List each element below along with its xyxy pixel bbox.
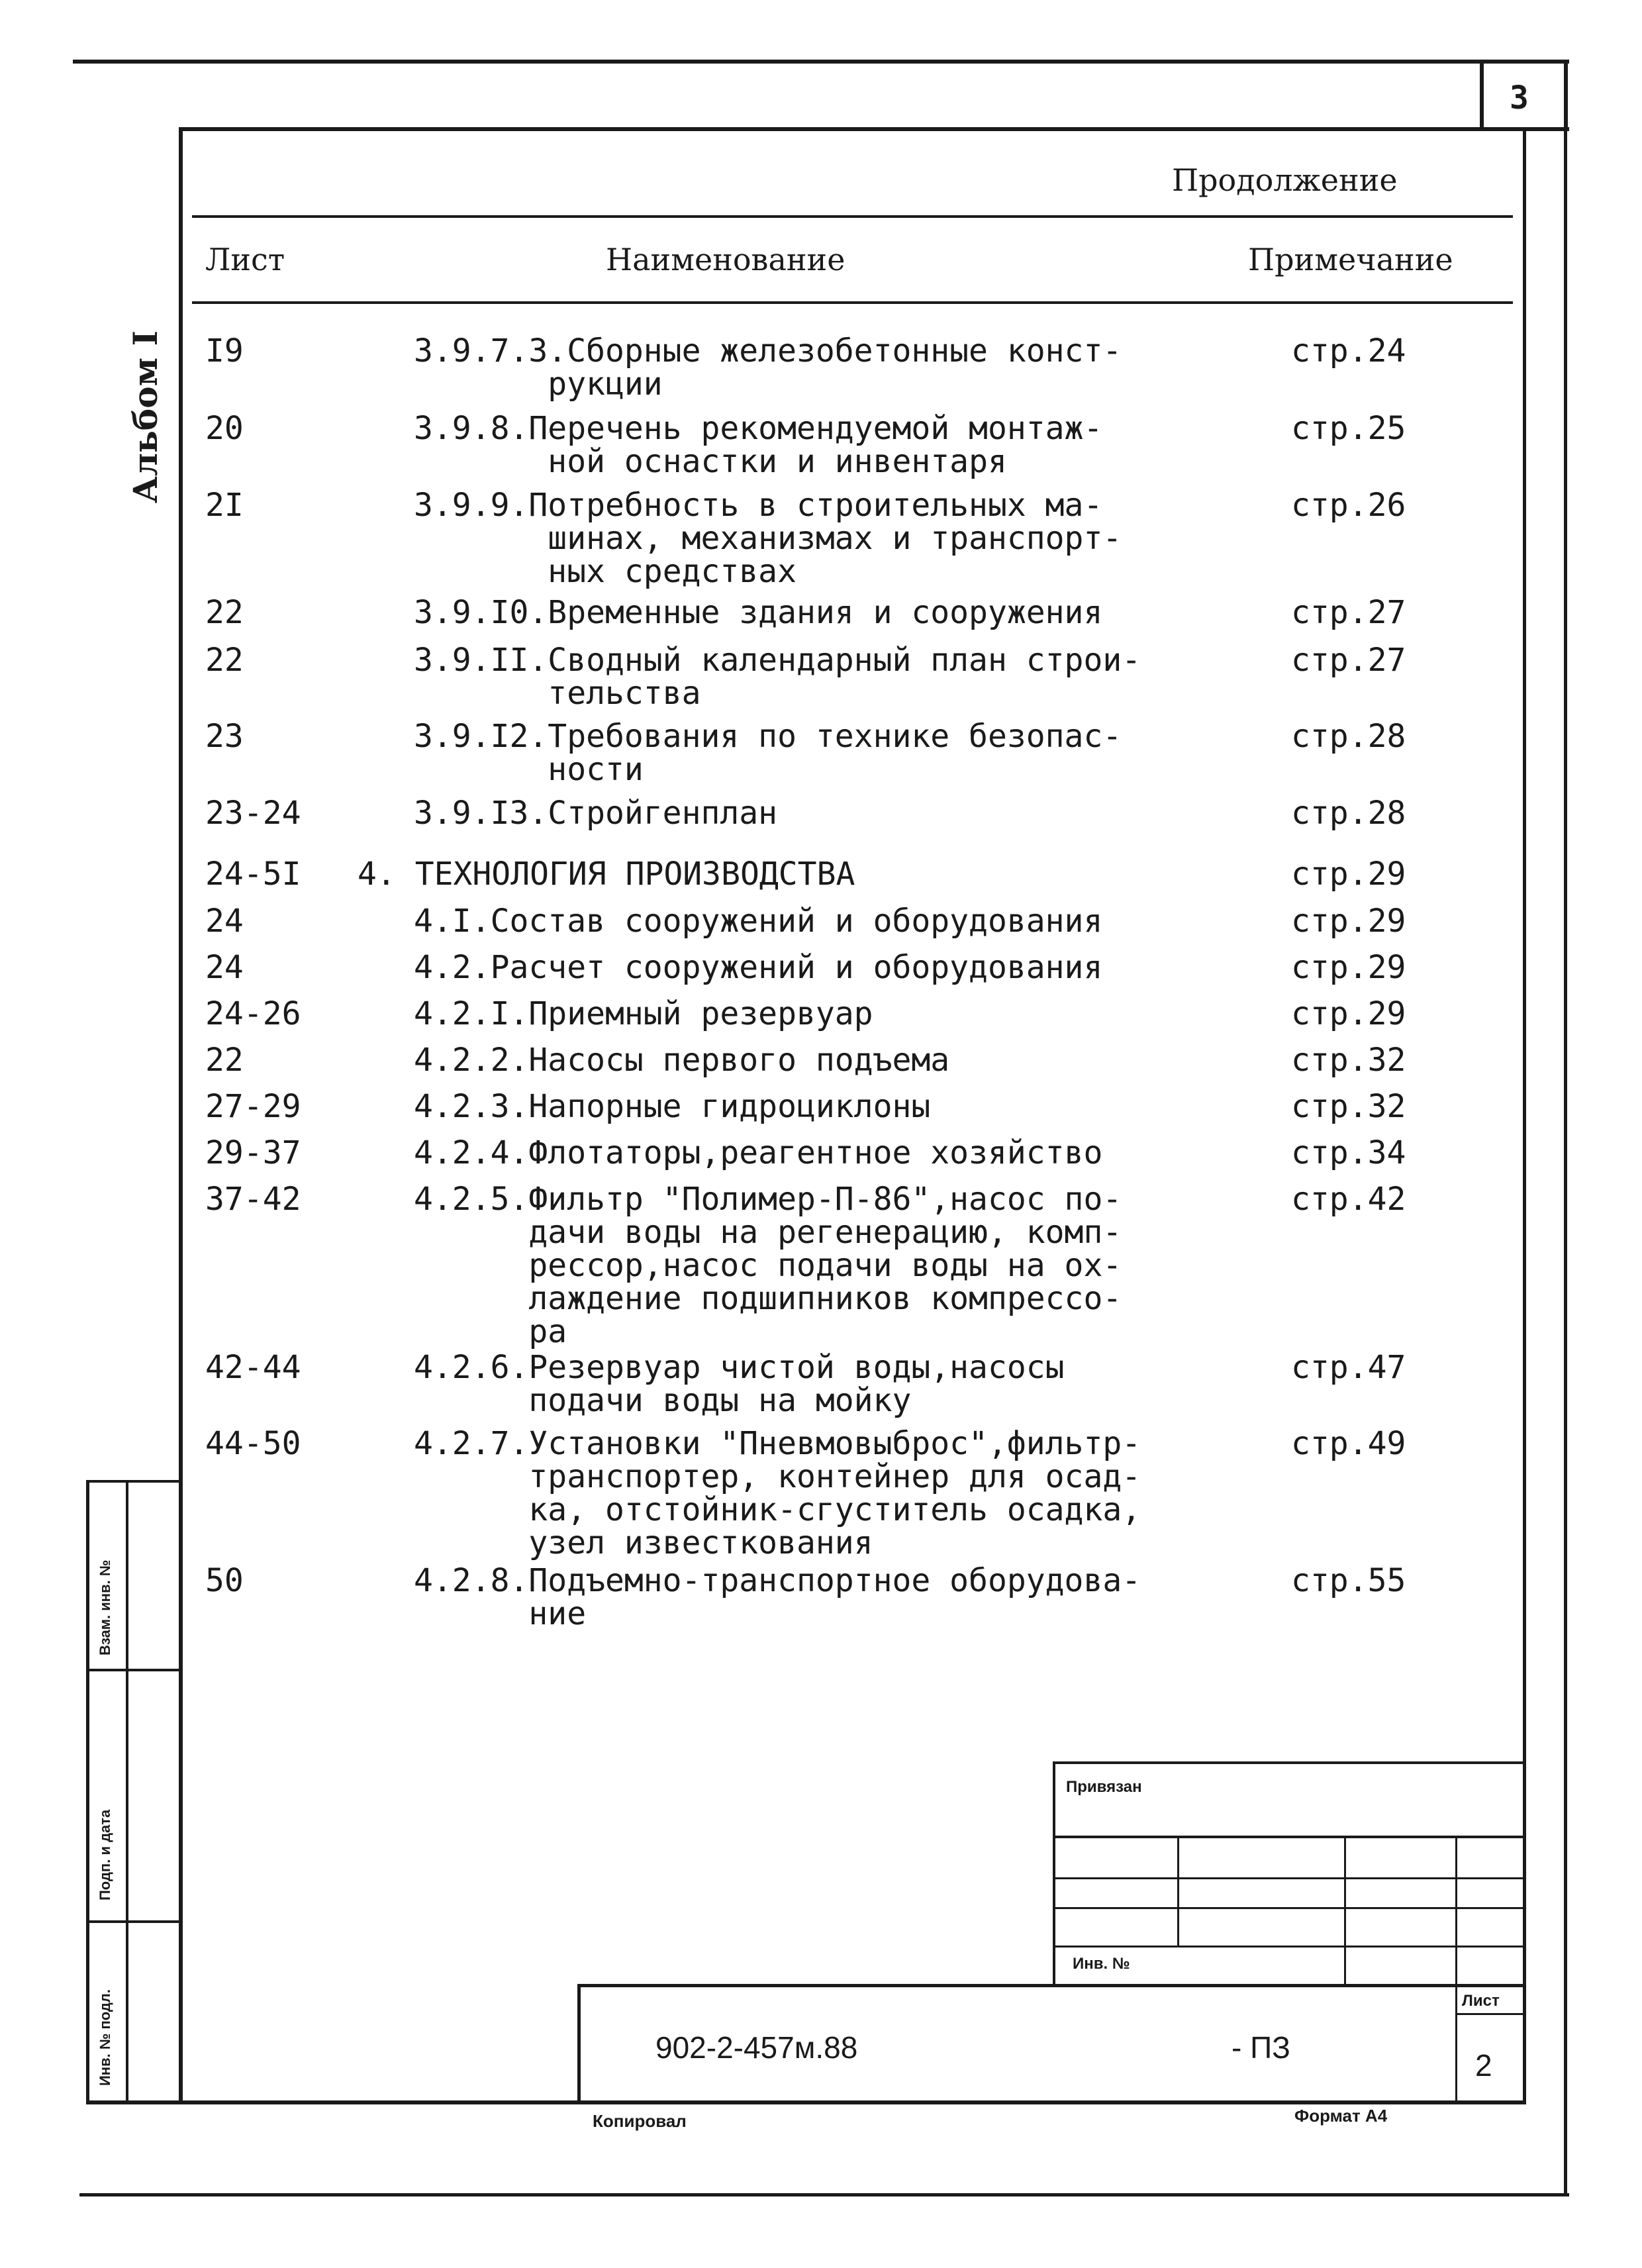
margin-label-podp: Подп. и дата: [97, 1809, 113, 1900]
row-sheet: 37-42: [205, 1181, 301, 1218]
row-sheet: 22: [205, 594, 244, 631]
row-name: 3.9.II.Сводный календарный план строи- тельства: [414, 642, 1141, 712]
row-name: 4.I.Состав сооружений и оборудования: [414, 903, 1103, 940]
row-note: стр.34: [1291, 1134, 1406, 1171]
stamp-inv-label: Инв. №: [1073, 1955, 1130, 1973]
row-sheet: 27-29: [205, 1088, 301, 1125]
row-note: стр.26: [1291, 487, 1406, 524]
row-note: стр.42: [1291, 1181, 1406, 1218]
row-note: стр.47: [1291, 1349, 1406, 1386]
row-name: 3.9.9.Потребность в строительных ма- шинах, механизмах и транспорт- ных средствах: [414, 487, 1122, 590]
row-sheet: 2I: [205, 487, 244, 524]
row-note: стр.55: [1291, 1562, 1406, 1599]
row-name: 4.2.5.Фильтр "Полимер-П-86",насос по- дачи воды на регенерацию, комп- рессор,насос подачи воды на ох- лаждение подшипников компрессо- ра: [414, 1181, 1122, 1350]
row-note: стр.32: [1291, 1088, 1406, 1125]
margin-label-inv: Инв. № подл.: [97, 1989, 113, 2086]
row-sheet: 44-50: [205, 1425, 301, 1462]
frame-left: [179, 127, 183, 2104]
stamp-document-code: 902-2-457м.88: [655, 2030, 858, 2065]
row-note: стр.25: [1291, 410, 1406, 447]
row-sheet: 20: [205, 410, 244, 447]
row-note: стр.27: [1291, 642, 1406, 679]
row-name: 3.9.I0.Временные здания и сооружения: [414, 594, 1103, 631]
row-name: 4. ТЕХНОЛОГИЯ ПРОИЗВОДСТВА: [358, 856, 855, 893]
row-sheet: 50: [205, 1562, 244, 1599]
row-sheet: 24: [205, 903, 244, 940]
footer-format: Формат А4: [1294, 2106, 1388, 2126]
stamp-col-1: [1177, 1836, 1179, 1946]
side-album-label: Альбом I: [126, 330, 165, 503]
row-name: 4.2.4.Флотаторы,реагентное хозяйство: [414, 1134, 1103, 1171]
header-rule-1: [192, 215, 1513, 218]
row-sheet: 42-44: [205, 1349, 301, 1386]
margin-strip-top: [86, 1480, 181, 1483]
stamp-upper-left: [1053, 1761, 1055, 1987]
row-note: стр.29: [1291, 856, 1406, 893]
margin-strip-sep-2: [86, 1920, 181, 1923]
row-name: 3.9.I2.Требования по технике безопас- ности: [414, 718, 1122, 788]
row-note: стр.29: [1291, 995, 1406, 1032]
stamp-upper-top: [1053, 1761, 1526, 1764]
row-name: 3.9.I3.Стройгенплан: [414, 795, 778, 832]
row-note: стр.24: [1291, 332, 1406, 370]
frame-bottom: [86, 2100, 1526, 2104]
row-note: стр.29: [1291, 949, 1406, 986]
stamp-sheet-label: Лист: [1462, 1992, 1500, 2010]
row-note: стр.27: [1291, 594, 1406, 631]
bottom-rule: [79, 2193, 1569, 2196]
row-sheet: 29-37: [205, 1134, 301, 1171]
row-sheet: 23: [205, 718, 244, 755]
row-name: 4.2.6.Резервуар чистой воды,насосы подачи воды на мойку: [414, 1349, 1065, 1419]
row-name: 4.2.I.Приемный резервуар: [414, 995, 873, 1032]
margin-label-vzam: Взам. инв. №: [97, 1559, 113, 1655]
stamp-col-2: [1344, 1836, 1346, 1984]
row-note: стр.32: [1291, 1042, 1406, 1079]
row-name: 3.9.7.3.Сборные железобетонные конст- рукции: [414, 332, 1122, 403]
row-name: 4.2.7.Установки "Пневмовыброс",фильтр- транспортер, контейнер для осад- ка, отстойник-сгуститель осадка, узел известкования: [414, 1425, 1141, 1561]
row-name: 3.9.8.Перечень рекомендуемой монтаж- ной оснастки и инвентаря: [414, 410, 1103, 480]
stamp-document-type: - ПЗ: [1232, 2030, 1290, 2065]
stamp-sheet-number: 2: [1475, 2048, 1492, 2083]
stamp-col-3: [1455, 1836, 1457, 2100]
stamp-sheet-divider: [1455, 2013, 1526, 2015]
row-sheet: 24-5I: [205, 856, 301, 893]
page-number-box-right: [1564, 60, 1568, 129]
continuation-label: Продолжение: [1172, 162, 1398, 198]
column-header-note: Примечание: [1248, 242, 1453, 277]
footer-copied: Копировал: [593, 2111, 687, 2131]
margin-strip-left: [86, 1480, 89, 2102]
column-header-sheet: Лист: [205, 242, 285, 277]
stamp-privyazan-label: Привязан: [1066, 1778, 1142, 1796]
page-number: 3: [1510, 79, 1529, 117]
frame-inner-right: [1523, 127, 1526, 2104]
stamp-main-left: [577, 1984, 581, 2103]
row-note: стр.28: [1291, 795, 1406, 832]
row-note: стр.49: [1291, 1425, 1406, 1462]
column-header-name: Наименование: [606, 242, 845, 277]
row-name: 4.2.2.Насосы первого подъема: [414, 1042, 950, 1079]
row-sheet: 24-26: [205, 995, 301, 1032]
header-rule-2: [192, 301, 1513, 304]
row-sheet: 23-24: [205, 795, 301, 832]
row-sheet: 22: [205, 1042, 244, 1079]
row-name: 4.2.Расчет сооружений и оборудования: [414, 949, 1103, 986]
row-sheet: 24: [205, 949, 244, 986]
margin-strip-divider: [126, 1480, 128, 2102]
frame-top: [179, 127, 1569, 131]
row-note: стр.29: [1291, 903, 1406, 940]
stamp-main-top: [577, 1984, 1526, 1987]
page-number-box-left: [1480, 60, 1484, 129]
margin-strip-sep-1: [86, 1669, 181, 1671]
row-sheet: I9: [205, 332, 244, 370]
frame-outer-right: [1564, 127, 1567, 2193]
row-name: 4.2.8.Подъемно-транспортное оборудова- ние: [414, 1562, 1141, 1632]
row-note: стр.28: [1291, 718, 1406, 755]
top-rule: [73, 60, 1569, 64]
row-sheet: 22: [205, 642, 244, 679]
row-name: 4.2.3.Напорные гидроциклоны: [414, 1088, 931, 1125]
